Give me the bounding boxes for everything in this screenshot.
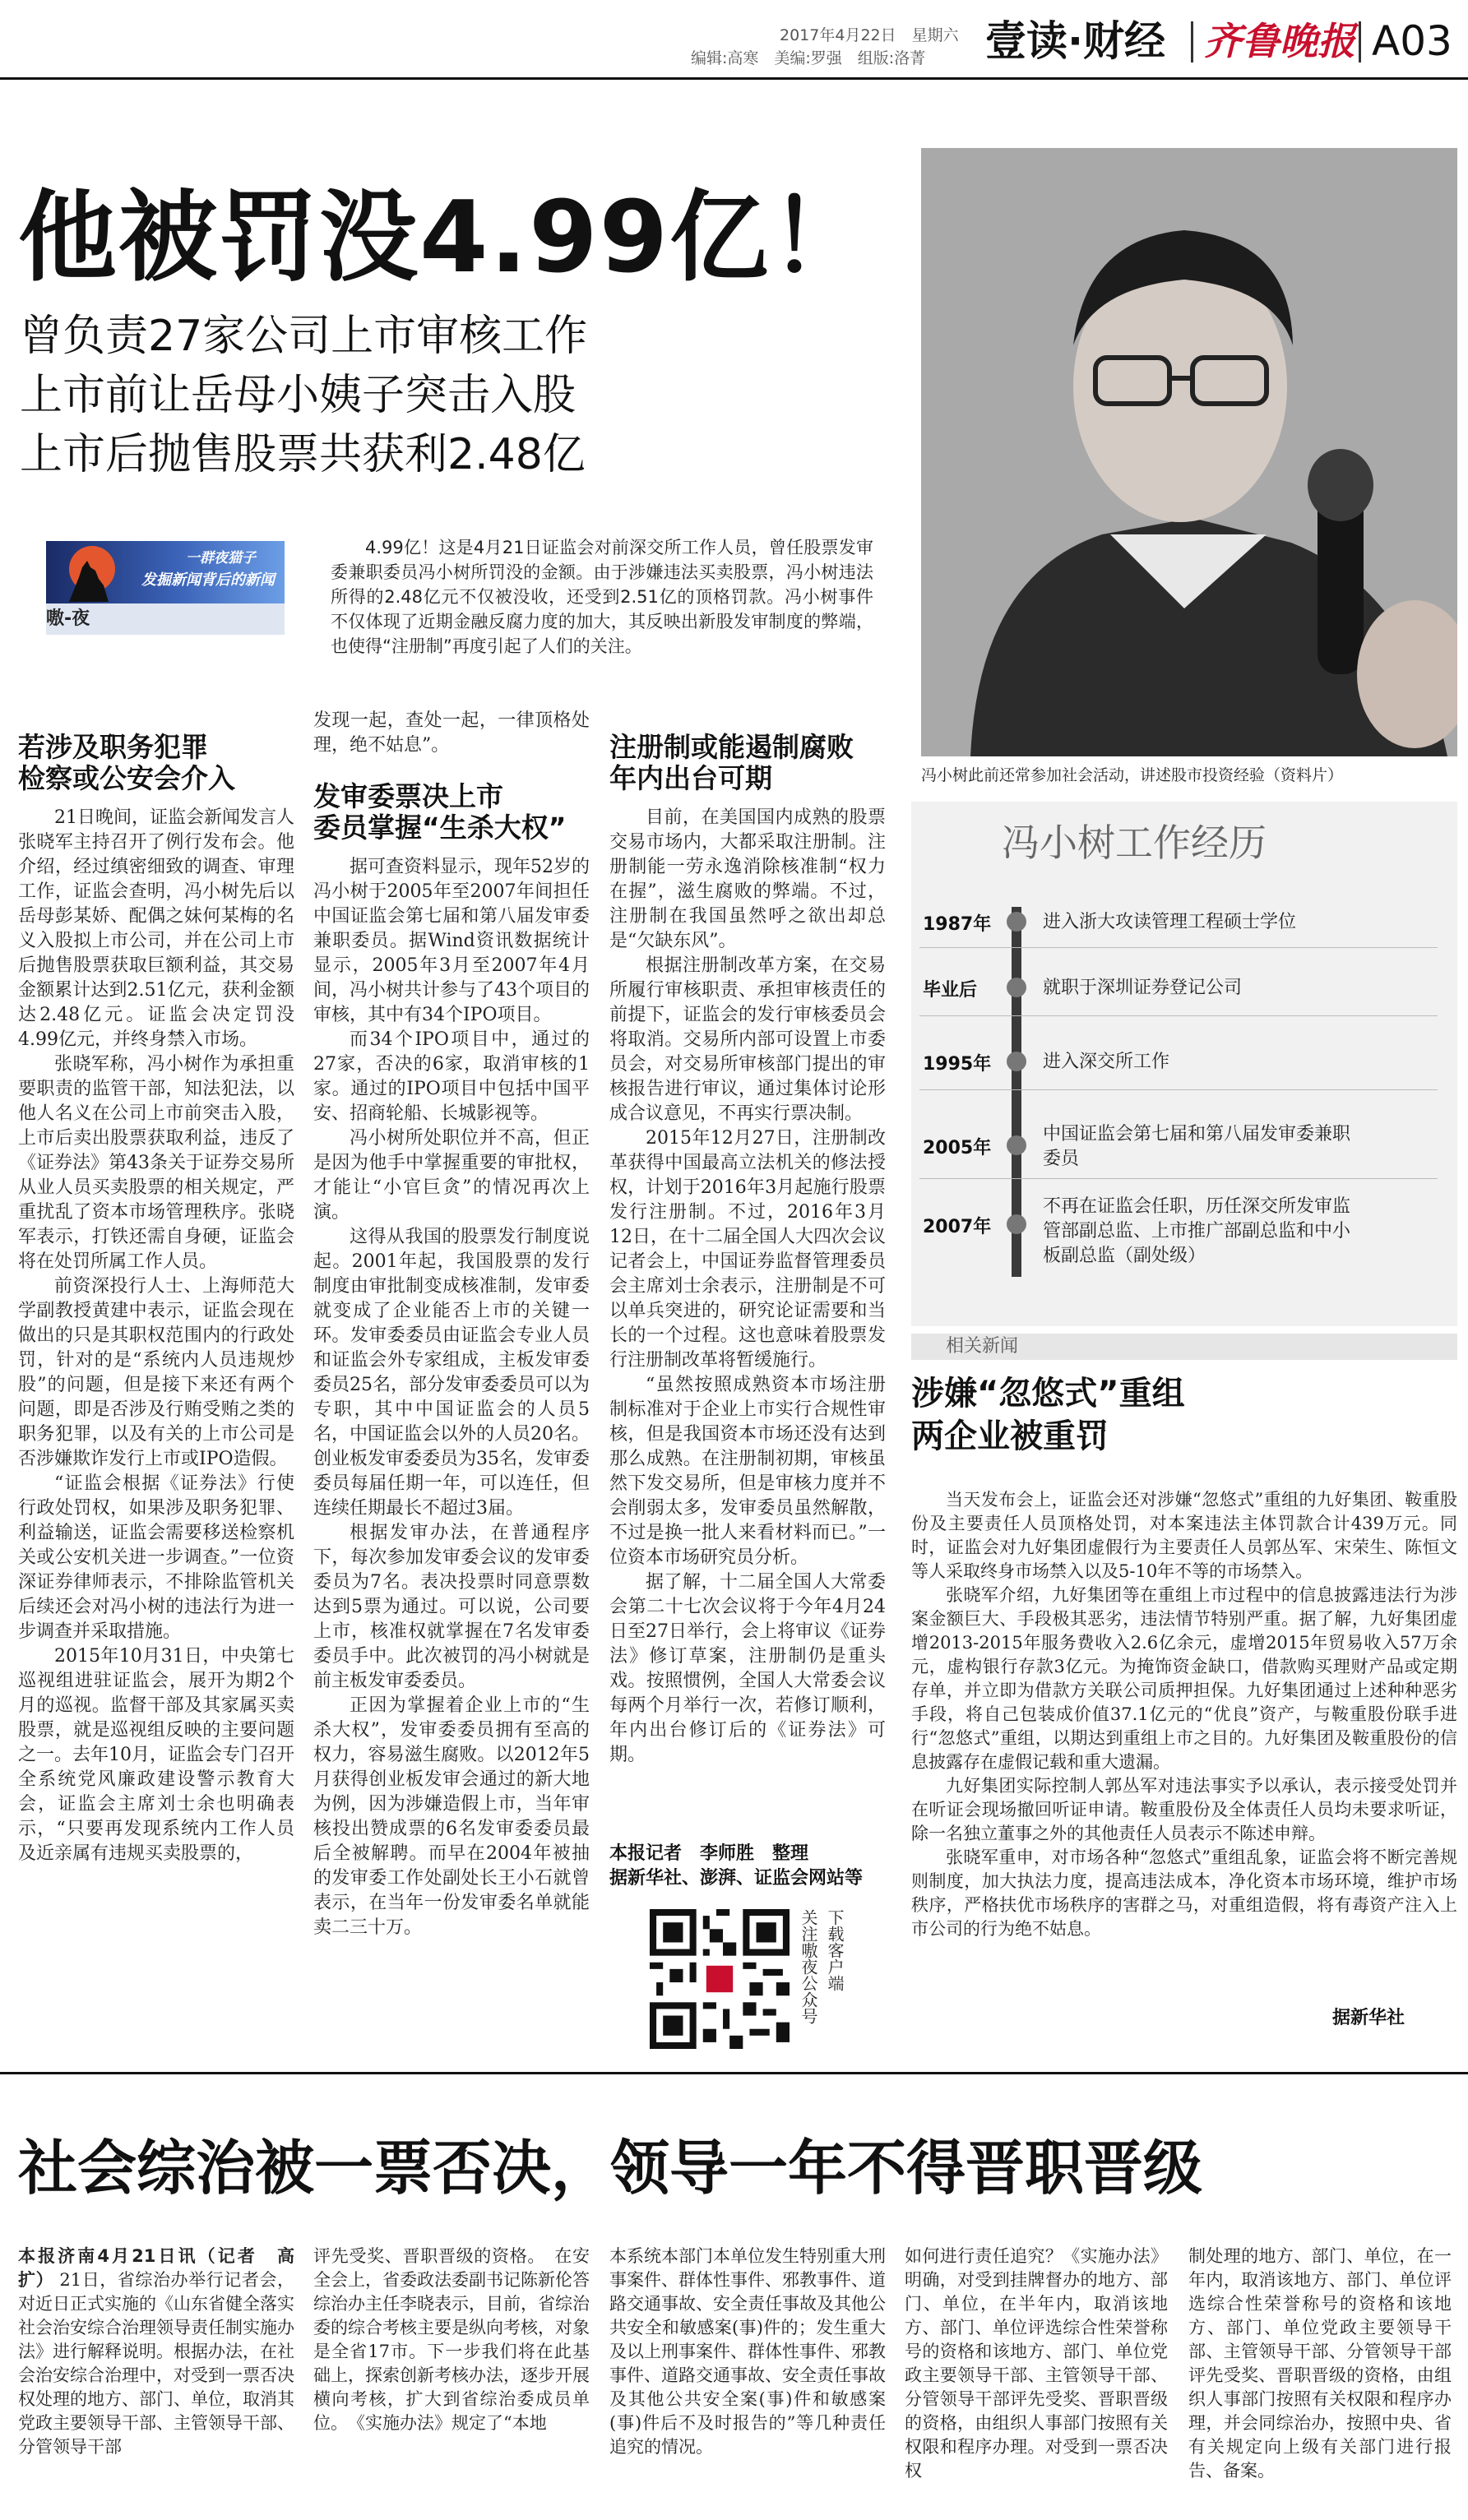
col3-paragraph: 据了解，十二届全国人大常委会第二十七次会议将于今年4月24日至27日举行，会上将审议《证券法》修订草案，注册制仍是重头戏。按照惯例，全国人大常委会议每两个月举行一次，若修订顺利，年内出台修订后的《证券法》可期。 xyxy=(609,1572,886,1765)
career-year: 2007年 xyxy=(923,1217,992,1237)
second-col-2 xyxy=(313,2245,590,2435)
col2-paragraph: 据可查资料显示，现年52岁的冯小树于2005年至2007年间担任中国证监会第七届和第八届发审委兼职委员。据Wind资讯数据统计显示，2005年3月至2007年4月间，冯小树共计参与了43个项目的审核，其中有34个IPO项目。 xyxy=(313,857,590,1025)
main-headline: 他被罚没4.99亿！ xyxy=(18,181,871,295)
section-name: 壹读·财经 xyxy=(985,17,1165,65)
career-text: 进入浙大攻读管理工程硕士学位 xyxy=(1043,912,1297,932)
second-paragraph: 制处理的地方、部门、单位，在一年内，取消该地方、部门、单位评选综合性荣誉称号的资格和该地方、部门、单位党政主要领导干部、主管领导干部、分管领导干部评先受奖、晋职晋级的资格，由组织人事部门按照有关权限和程序办理，并会同综治办，按照中央、省有关规定向上级有关部门进行报告、备案。 xyxy=(1188,2246,1452,2481)
career-year: 1995年 xyxy=(923,1054,992,1075)
career-divider xyxy=(919,1178,1438,1179)
header-bar xyxy=(0,0,1468,81)
byline-reporter: 本报记者 李师胜 整理 xyxy=(609,1843,809,1864)
col2-heading-1: 发审委票决上市 xyxy=(313,780,503,812)
page-number: A03 xyxy=(1372,17,1452,65)
col2-heading-2: 委员掌握“生杀大权” xyxy=(313,811,567,844)
col2-paragraph: 而34个IPO项目中，通过的27家，否决的6家，取消审核的1家。通过的IPO项目中包括中国平安、招商轮船、长城影视等。 xyxy=(313,1029,590,1124)
col1-paragraph: “证监会根据《证券法》行使行政处罚权，如果涉及职务犯罪、利益输送，证监会需要移送检察机关或公安机关进一步调查。”一位资深证券律师表示，不排除监管机关后续还会对冯小树的违法行为进一步调查并采取措施。 xyxy=(18,1473,294,1642)
qr-note-follow: 关注嗷夜公众号 xyxy=(799,1909,818,2024)
col1-heading-1: 若涉及职务犯罪 xyxy=(18,731,208,763)
subheadline-2: 上市前让岳母小姨子突击入股 xyxy=(20,371,577,420)
related-paragraph: 张晓军介绍，九好集团等在重组上市过程中的信息披露违法行为涉案金额巨大、手段极其恶劣，违法情节特别严重。据了解，九好集团虚增2013-2015年服务费收入2.6亿余元，虚增2015年贸易收入57万余元，虚构银行存款3亿元。为掩饰资金缺口，借款购买理财产品或定期存单，并立即为借款方关联公司质押担保。九好集团通过上述种种恶劣手段，将自己包装成价值37.1亿元的“优良”资产，与鞍重股份联手进行“忽悠式”重组，以期达到重组上市之目的。九好集团及鞍重股份的信息披露存在虚假记载和重大遗漏。 xyxy=(911,1585,1457,1772)
logo-slogan-2: 发掘新闻背后的新闻 xyxy=(141,571,275,589)
col2-paragraph: 根据发审办法，在普通程序下，每次参加发审委会议的发审委委员为7名。表决投票时同意票数达到5票为通过。可以说，公司要上市，核准权就掌握在7名发审委委员手中。此次被罚的冯小树就是前主板发审委委员。 xyxy=(313,1523,590,1691)
second-headline: 社会综治被一票否决，领导一年不得晋职晋级 xyxy=(18,2134,1203,2203)
timeline-dot xyxy=(1007,1052,1026,1071)
related-label: 相关新闻 xyxy=(946,1336,1019,1357)
subheadline-3: 上市后抛售股票共获利2.48亿 xyxy=(20,430,586,479)
col3-paragraph: “虽然按照成熟资本市场注册制标准对于企业上市实行合规性审核，但是我国资本市场还没有达到那么成熟。在注册制初期，审核虽然下发交易所，但是审核力度并不会削弱太多，发审委员虽然解散，不过是换一批人来看材料而已。”一位资本市场研究员分析。 xyxy=(609,1375,886,1568)
career-year: 毕业后 xyxy=(923,980,978,1001)
lead-summary xyxy=(331,535,873,659)
second-col-1 xyxy=(18,2245,294,2459)
logo-slogan-1: 一群夜猫子 xyxy=(186,550,256,566)
career-panel xyxy=(911,802,1457,1326)
second-paragraph: 如何进行责任追究？《实施办法》明确，对受到挂牌督办的地方、部门、单位，在半年内，取消该地方、部门、单位评选综合性荣誉称号的资格和该地方、部门、单位党政主要领导干部、主管领导干部、分管领导干部评先受奖、晋职晋级的资格，由组织人事部门按照有关权限和程序办理。对受到一票否决权 xyxy=(905,2246,1168,2481)
career-divider xyxy=(919,947,1438,948)
timeline-dot xyxy=(1007,912,1026,932)
col1-paragraph: 2015年10月31日，中央第七巡视组进驻证监会，展开为期2个月的巡视。监督干部及其家属买卖股票，就是巡视组反映的主要问题之一。去年10月，证监会专门召开全系统党风廉政建设警示教育大会，证监会主席刘士余也明确表示，“只要再发现系统内工作人员及近亲属有违规买卖股票的， xyxy=(18,1646,294,1864)
header-divider-2 xyxy=(1359,21,1361,62)
header-date: 2017年4月22日 星期六 xyxy=(780,26,959,44)
career-text: 不再在证监会任职，历任深交所发审监管部副总监、上市推广部副总监和中小板副总监（副处级） xyxy=(1043,1196,1351,1266)
col1-heading-2: 检察或公安会介入 xyxy=(18,762,235,794)
col1-paragraph: 前资深投行人士、上海师范大学副教授黄建中表示，证监会现在做出的只是其职权范围内的行政处罚，针对的是“系统内人员违规炒股”的问题，但是接下来还有两个问题，即是否涉及行贿受贿之类的职务犯罪，以及有关的上市公司是否涉嫌欺诈发行上市或IPO造假。 xyxy=(18,1276,294,1469)
timeline-dot xyxy=(1007,1135,1026,1155)
newspaper-logo: 齐鲁晚报 xyxy=(1204,19,1355,63)
career-divider xyxy=(919,1089,1438,1090)
timeline-dot xyxy=(1007,978,1026,997)
related-paragraph: 张晓军重申，对市场各种“忽悠式”重组乱象，证监会将不断完善规则制度，加大执法力度，提高违法成本，净化资本市场环境，维护市场秩序，严格扶优市场秩序的害群之马，对重组造假，将有毒资产注入上市公司的行为绝不姑息。 xyxy=(911,1847,1457,1939)
related-source: 据新华社 xyxy=(1332,2008,1405,2028)
column-logo-name: 嗷-夜 xyxy=(46,608,90,629)
col3-paragraph: 根据注册制改革方案，在交易所履行审核职责、承担审核责任的前提下，证监会的发行审核委员会将取消。交易所内部可设置上市委员会，对交易所审核部门提出的审核报告进行审议，通过集体讨论形成合议意见，不再实行票决制。 xyxy=(609,955,886,1124)
timeline-dot xyxy=(1007,1214,1026,1234)
col1-body xyxy=(18,806,294,1866)
header-staff: 编辑:高寒 美编:罗强 组版:洛菁 xyxy=(691,49,926,67)
col1-paragraph: 21日晚间，证监会新闻发言人张晓军主持召开了例行发布会。他介绍，经过缜密细致的调查、审理工作，证监会查明，冯小树先后以岳母彭某娇、配偶之妹何某梅的名义入股拟上市公司，并在公司上市后抛售股票获取巨额利益，其交易金额累计达到2.51亿元，获利金额达2.48亿元。证监会决定罚没4.99亿元，并终身禁入市场。 xyxy=(18,807,294,1050)
portrait-photo xyxy=(921,148,1457,756)
related-body xyxy=(911,1488,1457,1941)
col2-continuation xyxy=(313,709,590,758)
second-col-5 xyxy=(1188,2245,1452,2483)
second-paragraph: 本系统本部门本单位发生特别重大刑事案件、群体性事件、邪教事件、道路交通事故、安全责任事故及其他公共安全和敏感案(事)件的；发生重大及以上刑事案件、群体性事件、邪教事件、道路交通事故、安全责任事故及其他公共安全案(事)件和敏感案(事)件后不及时报告的”等几种责任追究的情况。 xyxy=(609,2246,886,2457)
portrait-figure xyxy=(921,148,1457,756)
career-year: 2005年 xyxy=(923,1138,992,1158)
col2-paragraph: 冯小树所处职位并不高，但正是因为他手中掌握重要的审批权，才能让“小官巨贪”的情况再次上演。 xyxy=(313,1128,590,1223)
second-lead: 本报济南4月21日讯（记者 高扩） xyxy=(18,2246,294,2290)
career-text: 进入深交所工作 xyxy=(1043,1052,1170,1072)
col2-body xyxy=(313,855,590,1940)
col3-paragraph: 2015年12月27日，注册制改革获得中国最高立法机关的修法授权，计划于2016年3月起施行股票发行注册制。不过，2016年3月12日，在十二届全国人大四次会议记者会上，中国证券监督管理委员会主席刘士余表示，注册制是不可以单兵突进的，研究论证需要和当长的一个过程。这也意味着股票发行注册制改革将暂缓施行。 xyxy=(609,1128,886,1371)
career-divider xyxy=(919,1015,1438,1016)
col3-heading-1: 注册制或能遏制腐败 xyxy=(609,731,854,763)
career-title: 冯小树工作经历 xyxy=(1002,821,1267,865)
col1-paragraph: 张晓军称，冯小树作为承担重要职责的监管干部，知法犯法，以他人名义在公司上市前突击入股，上市后卖出股票获取利益，违反了《证券法》第43条关于证券交易所从业人员买卖股票的相关规定，严重扰乱了资本市场管理秩序。张晓军表示，打铁还需自身硬，证监会将在处罚所属工作人员。 xyxy=(18,1054,294,1272)
subheadline-1: 曾负责27家公司上市审核工作 xyxy=(20,312,588,361)
qr-note-download: 下载客户端 xyxy=(825,1909,845,1991)
related-title-1: 涉嫌“忽悠式”重组 xyxy=(911,1375,1185,1413)
col3-paragraph: 目前，在美国国内成熟的股票交易市场内，大都采取注册制。注册制能一劳永逸消除核准制“权力在握”，滋生腐败的弊端。不过，注册制在我国虽然呼之欲出却总是“欠缺东风”。 xyxy=(609,807,886,951)
byline-sources: 据新华社、澎湃、证监会网站等 xyxy=(609,1868,864,1889)
col2-lead-paragraph: 发现一起，查处一起，一律顶格处理，绝不姑息”。 xyxy=(313,710,590,756)
wolf-moon-icon xyxy=(54,543,133,602)
col3-body xyxy=(609,806,886,1768)
col3-heading-2: 年内出台可期 xyxy=(609,762,772,794)
lead-summary-text: 4.99亿！这是4月21日证监会对前深交所工作人员，曾任股票发审委兼职委员冯小树所罚没的金额。由于涉嫌违法买卖股票，冯小树违法所得的2.48亿元不仅被没收，还受到2.51亿的顶格罚款。冯小树事件不仅体现了近期金融反腐力度的加大，其反映出新股发审制度的弊端，也使得“注册制”再度引起了人们的关注。 xyxy=(331,538,873,656)
header-rule xyxy=(0,77,1468,80)
related-title-2: 两企业被重罚 xyxy=(911,1417,1109,1455)
second-paragraph: 评先受奖、晋职晋级的资格。 在安全会上，省委政法委副书记陈新伦答综治办主任李晓表示，目前，省综治委的综合考核主要是纵向考核，对象是全省17市。下一步我们将在此基础上，探索创新考核办法，逐步开展横向考核，扩大到省综治委成员单位。 《实施办法》规定了“本地 xyxy=(313,2246,590,2433)
second-col-3 xyxy=(609,2245,886,2459)
section-rule xyxy=(0,2072,1468,2074)
related-paragraph: 九好集团实际控制人郭丛军对违法事实予以承认，表示接受处罚并在听证会现场撤回听证申请。鞍重股份及全体责任人员均未要求听证，除一名独立董事之外的其他责任人员表示不陈述申辩。 xyxy=(911,1776,1457,1843)
col2-paragraph: 正因为掌握着企业上市的“生杀大权”，发审委委员拥有至高的权力，容易滋生腐败。以2012年5月获得创业板发审会通过的新大地为例，因为涉嫌造假上市，当年审核投出赞成票的6名发审委委员最后全被解聘。而早在2004年被抽的发审委工作处副处长王小石就曾表示，在当年一份发审委名单就能卖二三十万。 xyxy=(313,1695,590,1938)
career-text: 中国证监会第七届和第八届发审委兼职委员 xyxy=(1043,1124,1351,1169)
photo-caption: 冯小树此前还常参加社会活动，讲述股市投资经验（资料片） xyxy=(921,766,1344,784)
second-paragraph: 21日，省综治办举行记者会，对近日正式实施的《山东省健全落实社会治安综合治理领导责任制实施办法》进行解释说明。根据办法，在社会治安综合治理中，对受到一票否决权处理的地方、部门、单位，取消其党政主要领导干部、主管领导干部、分管领导干部 xyxy=(18,2270,294,2457)
qr-code-icon[interactable] xyxy=(650,1909,790,2049)
col2-paragraph: 这得从我国的股票发行制度说起。2001年起，我国股票的发行制度由审批制变成核准制，发审委就变成了企业能否上市的关键一环。发审委委员由证监会专业人员和证监会外专家组成，主板发审委委员25名，部分发审委委员可以为专职，其中中国证监会的人员5名，中国证监会以外的人员20名。创业板发审委委员为35名，发审委委员每届任期一年，可以连任，但连续任期最长不超过3届。 xyxy=(313,1227,590,1519)
related-paragraph: 当天发布会上，证监会还对涉嫌“忽悠式”重组的九好集团、鞍重股份及主要责任人员顶格处罚，对本案违法主体罚款合计439万元。同时，证监会对九好集团虚假行为主要责任人员郭丛军、宋荣生、陈恒文等人采取终身市场禁入以及5-10年不等的市场禁入。 xyxy=(911,1490,1457,1581)
column-logo xyxy=(46,541,285,603)
career-year: 1987年 xyxy=(923,914,992,935)
header-divider xyxy=(1191,21,1193,62)
career-text: 就职于深圳证券登记公司 xyxy=(1043,978,1243,998)
second-col-4 xyxy=(905,2245,1168,2483)
